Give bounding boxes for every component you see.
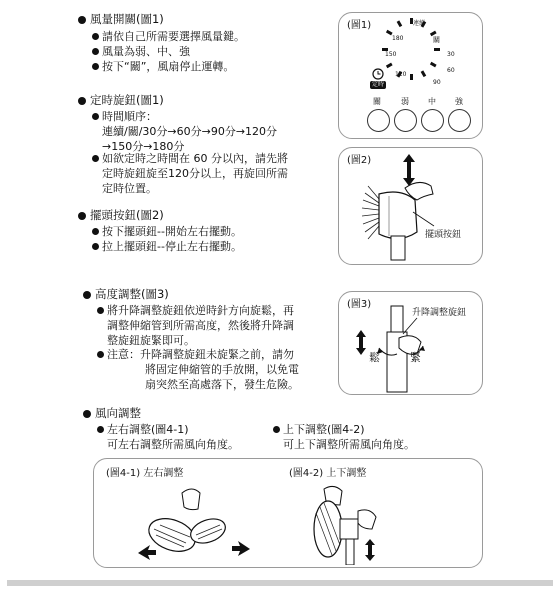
height-line-1: 將升降調整旋鈕依逆時針方向旋鬆，再 bbox=[107, 304, 294, 317]
oscillation-item-1: 按下擺頭鈕--開始左右擺動。 bbox=[102, 225, 242, 238]
off-button[interactable] bbox=[367, 109, 390, 132]
weak-button[interactable] bbox=[394, 109, 417, 132]
fan-speed-title: 風量開關(圖1) bbox=[90, 12, 164, 26]
button-label-strong: 強 bbox=[455, 97, 463, 106]
item-bullet bbox=[92, 243, 99, 250]
section-bullet bbox=[83, 410, 91, 418]
fan-speed-item-1: 請依自己所需要選擇風量鍵。 bbox=[102, 30, 245, 43]
dial-label-120: 120 bbox=[395, 71, 407, 78]
item-bullet bbox=[92, 48, 99, 55]
direction-lr-desc: 可左右調整所需風向角度。 bbox=[107, 438, 239, 451]
section-bullet bbox=[78, 97, 86, 105]
dial-label-180: 180 bbox=[392, 35, 404, 42]
item-bullet bbox=[97, 426, 104, 433]
fan-speed-item-3: 按下“關”，風扇停止運轉。 bbox=[102, 60, 235, 73]
height-caution-line-1: 注意：升降調整旋鈕未旋緊之前，請勿 bbox=[107, 348, 294, 361]
dial-label-90: 90 bbox=[433, 79, 441, 86]
timer-order-label: 時間順序： bbox=[102, 110, 157, 123]
button-label-off: 關 bbox=[373, 97, 381, 106]
figure-4-2-label: (圖4-2) 上下調整 bbox=[289, 468, 367, 479]
clock-icon bbox=[372, 68, 384, 80]
height-line-2: 調整伸縮管到所需高度，然後將升降調 bbox=[107, 319, 294, 332]
item-bullet bbox=[92, 155, 99, 162]
section-bullet bbox=[83, 291, 91, 299]
oscillation-illustration bbox=[339, 148, 482, 264]
timer-title: 定時旋鈕(圖1) bbox=[90, 93, 164, 107]
item-bullet bbox=[92, 228, 99, 235]
direction-ud-desc: 可上下調整所需風向角度。 bbox=[283, 438, 415, 451]
tight-label: 緊 bbox=[410, 351, 421, 364]
bottom-border bbox=[7, 580, 553, 586]
item-bullet bbox=[97, 351, 104, 358]
left-right-illustration bbox=[134, 483, 254, 565]
height-knob-callout: 升降調整旋鈕 bbox=[412, 308, 467, 318]
fan-speed-item-2: 風量為弱、中、強 bbox=[102, 45, 190, 58]
timer-note-line-1: 如欲定時之時間在 60 分以內，請先將 bbox=[102, 152, 288, 165]
height-caution-line-3: 扇突然至高處落下，發生危險。 bbox=[145, 378, 299, 391]
timer-order-line-2: →150分→180分 bbox=[102, 140, 185, 153]
direction-ud-title: 上下調整(圖4-2) bbox=[283, 423, 365, 436]
height-title: 高度調整(圖3) bbox=[95, 287, 169, 301]
item-bullet bbox=[92, 63, 99, 70]
figure-4-panel bbox=[93, 458, 483, 568]
item-bullet bbox=[273, 426, 280, 433]
dial-label-150: 150 bbox=[385, 51, 397, 58]
dial-label-30: 30 bbox=[447, 51, 455, 58]
section-bullet bbox=[78, 16, 86, 24]
oscillation-item-2: 拉上擺頭鈕--停止左右擺動。 bbox=[102, 240, 242, 253]
section-bullet bbox=[78, 212, 86, 220]
dial-label-off: 關 bbox=[433, 36, 440, 44]
height-illustration bbox=[339, 292, 482, 394]
timer-tag: 定時 bbox=[372, 81, 385, 88]
up-down-illustration bbox=[294, 483, 404, 565]
figure-4-1-label: (圖4-1) 左右調整 bbox=[106, 468, 184, 479]
figure-3-label: (圖3) bbox=[347, 299, 372, 310]
direction-title: 風向調整 bbox=[95, 406, 141, 420]
figure-2-label: (圖2) bbox=[347, 155, 372, 166]
dial-label-60: 60 bbox=[447, 67, 455, 74]
timer-note-line-3: 定時位置。 bbox=[102, 182, 157, 195]
item-bullet bbox=[97, 307, 104, 314]
oscillation-title: 擺頭按鈕(圖2) bbox=[90, 208, 164, 222]
oscillation-knob-callout: 擺頭按鈕 bbox=[425, 230, 462, 240]
figure-1-panel bbox=[338, 12, 483, 139]
button-label-medium: 中 bbox=[428, 97, 436, 106]
item-bullet bbox=[92, 33, 99, 40]
figure-1-label: (圖1) bbox=[347, 20, 372, 31]
height-line-3: 整旋鈕旋緊即可。 bbox=[107, 334, 195, 347]
button-label-weak: 弱 bbox=[401, 97, 409, 106]
strong-button[interactable] bbox=[448, 109, 471, 132]
loose-label: 鬆 bbox=[369, 351, 380, 364]
figure-3-panel bbox=[338, 291, 483, 395]
figure-2-panel bbox=[338, 147, 483, 265]
height-caution-line-2: 將固定伸縮管的手放開，以免電 bbox=[145, 363, 299, 376]
item-bullet bbox=[92, 113, 99, 120]
direction-lr-title: 左右調整(圖4-1) bbox=[107, 423, 189, 436]
dial-label-continuous: 連續 bbox=[413, 20, 426, 27]
timer-order-line-1: 連續/關/30分→60分→90分→120分 bbox=[102, 125, 278, 138]
medium-button[interactable] bbox=[421, 109, 444, 132]
timer-note-line-2: 定時旋鈕旋至120分以上，再旋回所需 bbox=[102, 167, 288, 180]
